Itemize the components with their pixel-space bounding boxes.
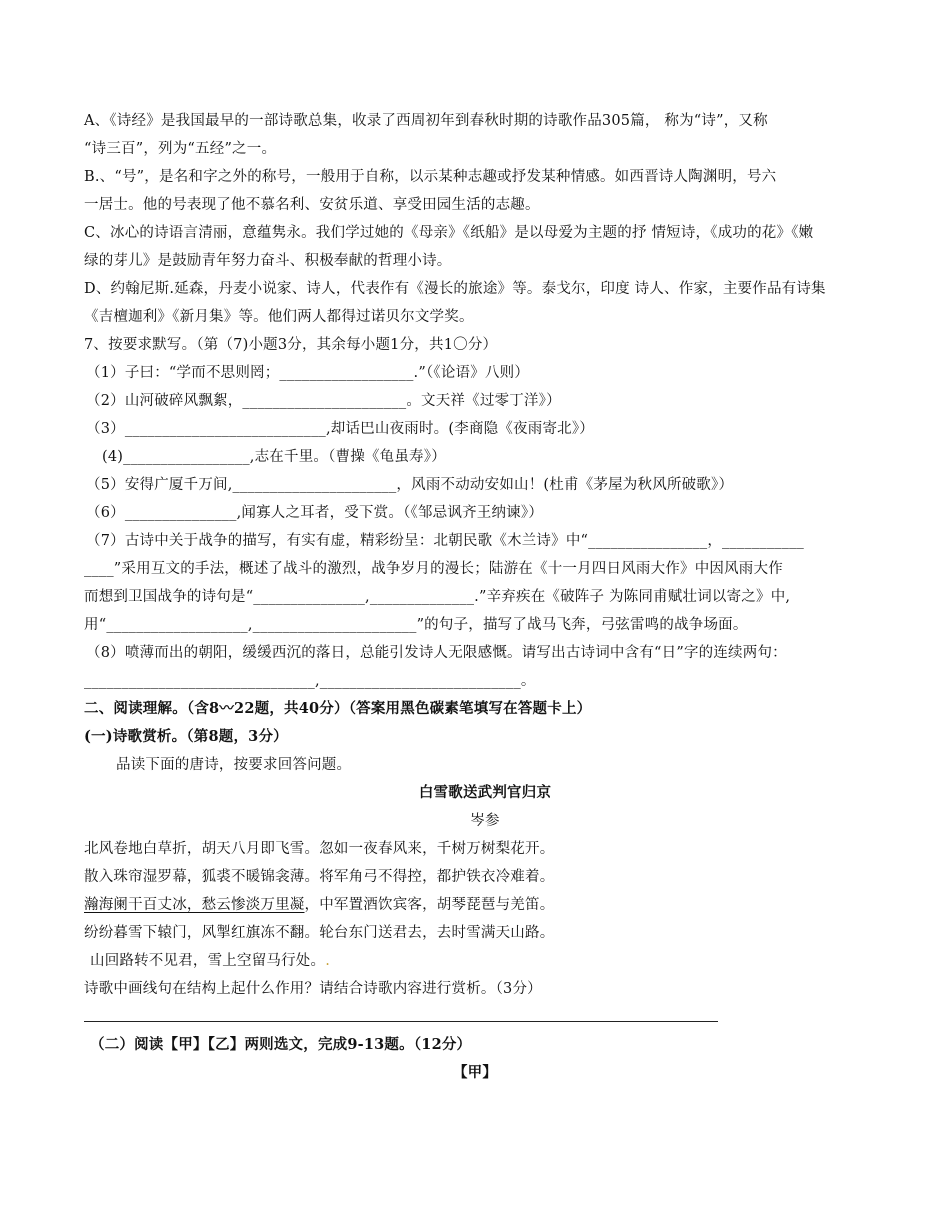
- option-c-line2: 绿的芽儿》是鼓励青年努力奋斗、积极奉献的哲理小诗。: [84, 253, 452, 269]
- poem-line-4: 纷纷暮雪下辕门，风掣红旗冻不翻。轮台东门送君去，去时雪满天山路。: [84, 925, 555, 941]
- q7-item-8-line1: （8）喷薄而出的朝阳，缓缓西沉的落日，总能引发诗人无限感慨。请写出古诗词中含有“日”字的连续两句：: [86, 645, 787, 661]
- q7-item-1: （1）子曰：“学而不思则罔；__________________.”（《论语》八则）: [86, 365, 530, 381]
- passage-jia-heading: 【甲】: [452, 1064, 498, 1081]
- poem-line-2: 散入珠帘湿罗幕，狐裘不暖锦衾薄。将军角弓不得控，都护铁衣冷难着。: [84, 869, 555, 885]
- option-c-line1: C、冰心的诗语言清丽，意蕴隽永。我们学过她的《母亲》《纸船》是以母爱为主题的抒 情短诗，《成功的花》《嫩: [84, 225, 814, 241]
- q7-item-7-line1: （7）古诗中关于战争的描写，有实有虚，精彩纷呈：北朝民歌《木兰诗》中“________________，___________: [86, 533, 804, 549]
- poetry-intro: 品读下面的唐诗，按要求回答问题。: [116, 757, 352, 773]
- poem-line-3-rest: ，中军置酒饮宾客，胡琴琵琶与羌笛。: [304, 897, 555, 913]
- poem-line-5-text: 山回路转不见君，雪上空留马行处。: [90, 953, 326, 969]
- section-2-title: 二、阅读理解。（含8〰22题，共40分）（答案用黑色碳素笔填写在答题卡上）: [84, 700, 592, 717]
- poem-title: 白雪歌送武判官归京: [418, 784, 552, 801]
- q7-item-7-line4: 用“___________________,______________________”的句子，描写了战马飞奔，弓弦雷鸣的战争场面。: [84, 617, 748, 633]
- poem-author: 岑参: [470, 813, 500, 829]
- q7-item-7-line3: 而想到卫国战争的诗句是“_______________,______________.”辛弃疾在《破阵子 为陈同甫赋壮词以寄之》中,: [84, 589, 791, 605]
- poem-line-5: [90, 951, 890, 971]
- subsection-poetry-title: (一)诗歌赏析。（第8题，3分）: [84, 728, 288, 745]
- option-d-line2: 《吉檀迦利》《新月集》等。他们两人都得过诺贝尔文学奖。: [84, 309, 474, 325]
- q7-item-8-line2: _______________________________,___________________________。: [84, 673, 536, 689]
- option-b-line2: 一居士。他的号表现了他不慕名利、安贫乐道、享受田园生活的志趣。: [84, 197, 540, 213]
- option-b-line1: B.、“号”，是名和字之外的称号，一般用于自称，以示某种志趣或抒发某种情感。如西晋诗人陶渊明，号六: [84, 169, 777, 185]
- q7-item-2: （2）山河破碎风飘絮，______________________。文天祥《过零丁洋》）: [86, 393, 561, 409]
- poem-line-3: [84, 895, 884, 915]
- underlined-verse: 瀚海阑干百丈冰，愁云惨淡万里凝: [84, 897, 305, 913]
- q7-item-4: (4)_________________,志在千里。（曹操《龟虽寿》）: [102, 449, 446, 465]
- poem-question: 诗歌中画线句在结构上起什么作用？请结合诗歌内容进行赏析。（3分）: [84, 981, 542, 997]
- q7-item-6: （6）_______________,闻寡人之耳者，受下赏。（《邹忌讽齐王纳谏》）: [86, 505, 544, 521]
- stray-dot: .: [325, 953, 331, 969]
- q7-item-7-line2: ____”采用互文的手法，概述了战斗的激烈，战争岁月的漫长；陆游在《十一月四日风雨大作》中因风雨大作: [84, 561, 783, 577]
- option-a-line1: A、《诗经》是我国最早的一部诗歌总集，收录了西周初年到春秋时期的诗歌作品305篇， 称为“诗”，又称: [84, 113, 768, 129]
- section-2b-title: （二）阅读【甲】【乙】两则选文，完成9-13题。（12分）: [90, 1036, 472, 1053]
- option-d-line1: D、约翰尼斯.延森，丹麦小说家、诗人，代表作有《漫长的旅途》等。泰戈尔，印度 诗人、作家，主要作品有诗集: [84, 281, 826, 297]
- q7-item-3: （3）___________________________,却话巴山夜雨时。(李商隐《夜雨寄北》）: [86, 421, 594, 437]
- option-a-line2: “诗三百”，列为“五经”之一。: [84, 141, 277, 157]
- answer-line: [84, 1021, 718, 1022]
- poem-line-1: 北风卷地白草折，胡天八月即飞雪。忽如一夜春风来，千树万树梨花开。: [84, 841, 555, 857]
- question-7-title: 7、按要求默写。（第（7)小题3分，其余每小题1分，共1〇分）: [84, 337, 498, 353]
- q7-item-5: （5）安得广厦千万间,______________________，风雨不动动安如山！(杜甫《茅屋为秋风所破歌》）: [86, 477, 734, 493]
